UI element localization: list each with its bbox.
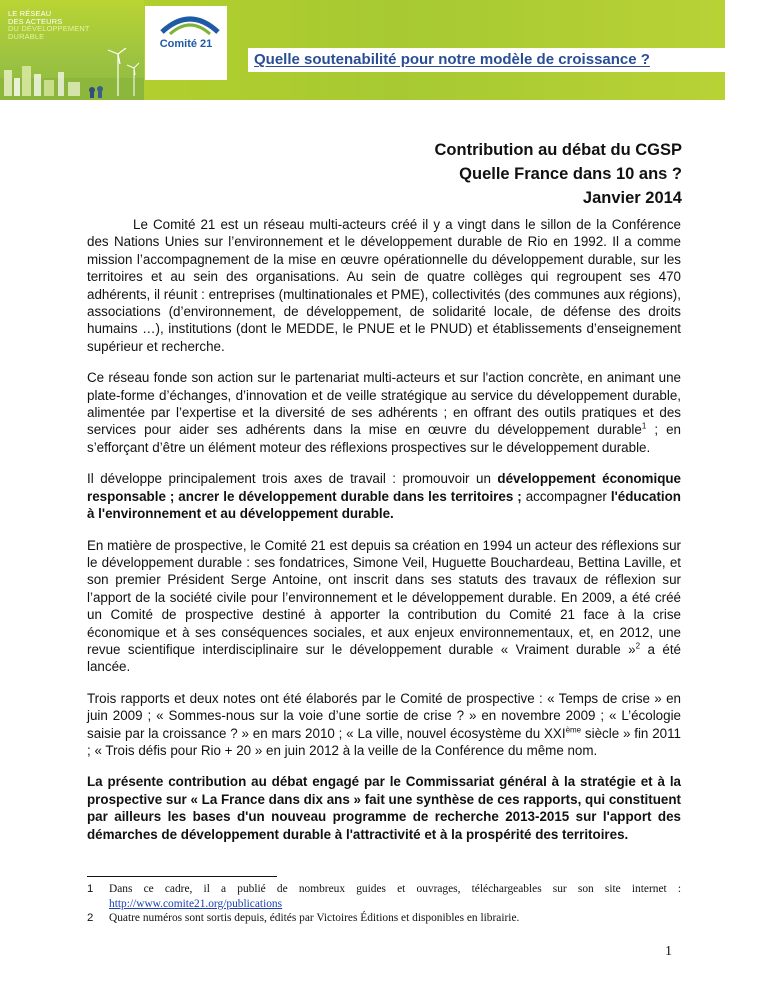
paragraph-network-action	[87, 369, 681, 456]
paragraph-intro: Le Comité 21 est un réseau multi-acteurs créé il y a vingt dans le sillon de la Conférence des Nations Unies sur l’environnement et le développement durable de Rio en 1992. Il a comme mission l’accompagnement de la mise en œuvre opérationnelle du développement durable, sur les territoires et au sein des organisations. Au sein de quatre collèges qui regroupent ses 470 adhérents, il réunit : entreprises (multinationales et PME), collectivités (des communes aux régions), associations (d’environnement, de développement, de solidarité locale, de défense des droits humains …), institutions (dont le MEDDE, le PNUE et le PNUD) et établissements d’enseignement supérieur et recherche.	[87, 217, 681, 354]
network-line-1: LE RÉSEAU	[8, 9, 52, 18]
footnote-ref-1: 1	[641, 422, 647, 431]
globe-icon	[158, 12, 222, 36]
header-banner	[0, 0, 725, 100]
footnote-2-number: 2	[87, 912, 94, 925]
logo-text: Comité 21	[159, 38, 213, 50]
contribution-heading	[435, 138, 682, 210]
p3-bold-2: l'éducation à l'environnement et au développement durable.	[87, 488, 681, 522]
heading-line-2: Quelle France dans 10 ans ?	[459, 165, 682, 183]
document-body	[87, 216, 681, 857]
network-line-2: DES ACTEURS	[8, 16, 63, 26]
p5-text-a: Trois rapports et deux notes ont été élaborés par le Comité de prospective : « Temps de crise » en juin 2009 ; « Sommes-nous sur la voie d’une sortie de crise ? » en novembre 2009 ; « L’écologie saisie par la croissance ? » en mars 2010 ; « La ville, nouvel écosystème du XXI	[87, 690, 681, 741]
paragraph-prospective	[87, 537, 681, 676]
network-tagline	[8, 10, 138, 40]
superscript-eme: ème	[565, 725, 582, 735]
publications-link[interactable]: http://www.comite21.org/publications	[109, 897, 283, 910]
footnotes	[87, 882, 681, 926]
p3-text-a: Il développe principalement trois axes de travail : promouvoir un	[87, 471, 498, 487]
p3-bold-1: développement économique responsable ; ancrer le développement durable dans les territoires ;	[87, 471, 681, 504]
footnote-ref-2: 2	[635, 641, 641, 651]
paragraph-reports	[87, 690, 681, 760]
document-series-title	[248, 48, 726, 72]
footnote-1-number: 1	[87, 883, 94, 895]
city-skyline-illustration	[0, 48, 144, 100]
p4-text-a: En matière de prospective, le Comité 21 est depuis sa création en 1994 un acteur des réflexions sur le développement durable : ses fondatrices, Simone Veil, Huguette Bouchardeau, Bettina Laville, et son premier Président Serge Antoine, ont inscrit dans ses statuts des travaux de réflexion sur l’apport de la société civile pour l’environnement et le développement durable. En 2009, a été créé un Comité de prospective destiné à apporter la contribution du Comité 21 face à la crise économique et à ses conséquences sociales, et aux enjeux environnementaux, et, en 2012, une revue scientifique interdisciplinaire sur le développement durable « Vraiment durable »	[87, 537, 681, 657]
heading-line-1: Contribution au débat du CGSP	[434, 141, 682, 159]
heading-line-3: Janvier 2014	[582, 189, 682, 207]
footnote-2	[87, 911, 681, 926]
footnote-separator	[87, 876, 277, 877]
paragraph-axes	[87, 470, 681, 522]
p4-text-b: a été lancée.	[87, 641, 681, 675]
p3-text-c: accompagner	[521, 488, 611, 504]
series-title-text: Quelle soutenabilité pour notre modèle de croissance ?	[254, 51, 650, 68]
footnote-2-text: Quatre numéros sont sortis depuis, édités par Victoires Éditions et disponibles en librairie.	[109, 912, 520, 925]
p5-text-b: siècle » fin 2011 ; « Trois défis pour Rio + 20 » en juin 2012 à la veille de la Conférence du même nom.	[87, 725, 681, 758]
paragraph-contribution-summary: La présente contribution au débat engagé par le Commissariat général à la stratégie et à la prospective sur « La France dans dix ans » fait une synthèse de ces rapports, qui constituent par ailleurs les bases d'un nouveau programme de recherche 2013-2015 sur l'apport des démarches de développement durable à l'attractivité et à la prospérité des territoires.	[87, 774, 681, 842]
network-line-4: DURABLE	[8, 31, 45, 41]
p2-text-a: Ce réseau fonde son action sur le partenariat multi-acteurs et sur l'action concrète, en animant une plate-forme d’échanges, d’innovation et de veille stratégique au service du développement durable, alimentée par l’expertise et la diversité de ses adhérents ; en offrant des outils pratiques et des services pour aider ses adhérents dans la mise en œuvre du développement durable	[87, 370, 681, 438]
network-panel	[0, 0, 144, 100]
p2-text-b: ; en s’efforçant d’être un élément moteur des réflexions prospectives sur le développement durable.	[87, 422, 681, 455]
network-line-3: DU DÉVELOPPEMENT	[8, 24, 90, 34]
page-number: 1	[665, 944, 672, 959]
footnote-1-text: Dans ce cadre, il a publié de nombreux guides et ouvrages, téléchargeables sur son site internet :	[109, 883, 681, 895]
footnote-1	[87, 882, 681, 911]
